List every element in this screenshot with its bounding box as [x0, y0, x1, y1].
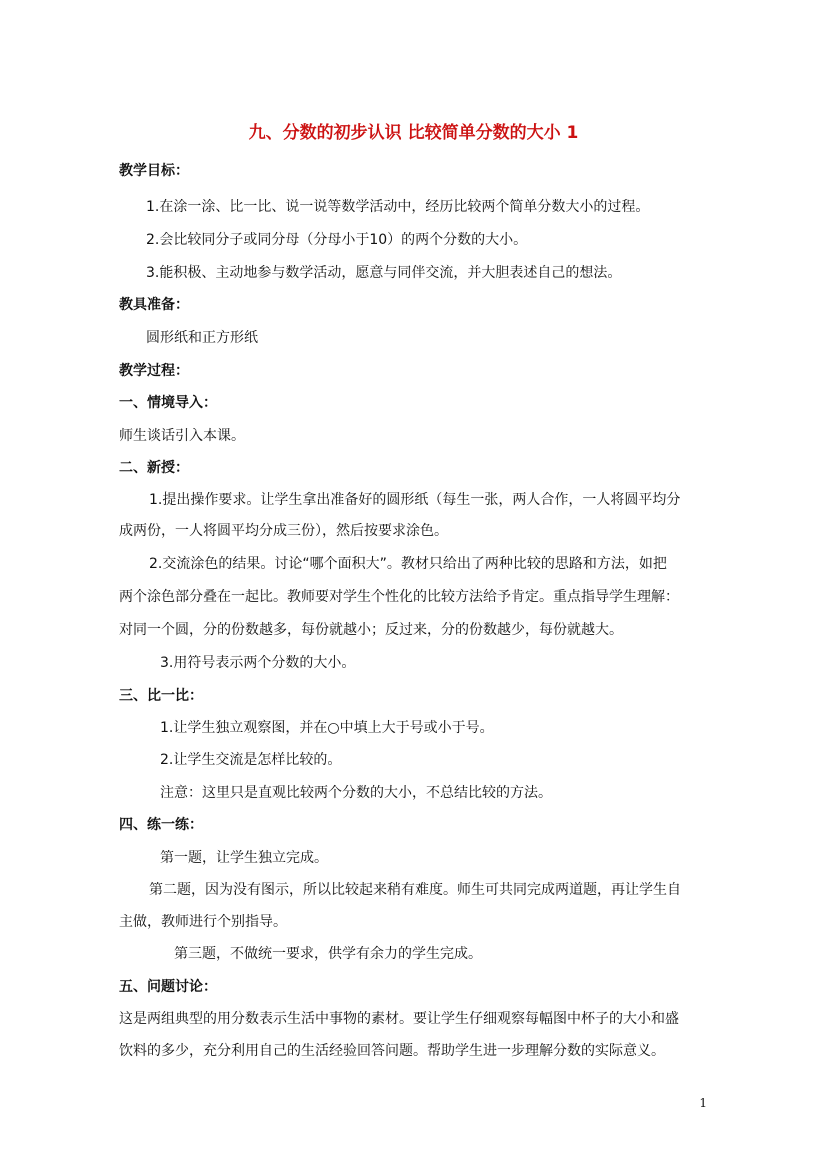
- section-4-first: 第一题，让学生独立完成。: [160, 850, 328, 866]
- goal-item-2: 2.会比较同分子或同分母（分母小于10）的两个分数的大小。: [146, 232, 528, 248]
- section-5-heading: 五、问题讨论：: [119, 979, 217, 995]
- section-2-p2-line1: 2.交流涂色的结果。讨论“哪个面积大”。教材只给出了两种比较的思路和方法，如把: [149, 556, 667, 572]
- section-1-heading: 一、情境导入：: [119, 395, 217, 411]
- section-2-p3: 3.用符号表示两个分数的大小。: [160, 655, 356, 671]
- section-4-second-line1: 第二题，因为没有图示，所以比较起来稍有难度。师生可共同完成两道题，再让学生自: [149, 882, 681, 898]
- tools-text: 圆形纸和正方形纸: [146, 330, 258, 346]
- process-heading: 教学过程：: [119, 363, 189, 379]
- section-4-third: 第三题，不做统一要求，供学有余力的学生完成。: [174, 946, 482, 962]
- section-2-p2-line3: 对同一个圆，分的份数越多，每份就越小；反过来，分的份数越少，每份就越大。: [119, 622, 623, 638]
- section-3-heading: 三、比一比：: [119, 688, 203, 704]
- section-1-text: 师生谈话引入本课。: [119, 428, 245, 444]
- section-2-p1-line1: 1.提出操作要求。让学生拿出准备好的圆形纸（每生一张，两人合作，一人将圆平均分: [149, 492, 681, 508]
- section-3-item-2: 2.让学生交流是怎样比较的。: [160, 752, 342, 768]
- section-2-p2-line2: 两个涂色部分叠在一起比。教师要对学生个性化的比较方法给予肯定。重点指导学生理解：: [119, 589, 679, 605]
- goal-item-1: 1.在涂一涂、比一比、说一说等数学活动中，经历比较两个简单分数大小的过程。: [146, 199, 650, 215]
- section-2-p1-line2: 成两份，一人将圆平均分成三份），然后按要求涂色。: [119, 523, 448, 539]
- section-5-line2: 饮料的多少，充分利用自己的生活经验回答问题。帮助学生进一步理解分数的实际意义。: [119, 1043, 665, 1059]
- section-2-heading: 二、新授：: [119, 460, 189, 476]
- tools-heading: 教具准备：: [119, 297, 189, 313]
- page-number: 1: [699, 1096, 707, 1110]
- section-3-note: 注意：这里只是直观比较两个分数的大小，不总结比较的方法。: [160, 785, 552, 801]
- section-3-item-1: 1.让学生独立观察图，并在○中填上大于号或小于号。: [160, 720, 494, 736]
- document-title: 九、分数的初步认识 比较简单分数的大小 1: [248, 123, 579, 143]
- section-4-second-line2: 主做，教师进行个别指导。: [119, 914, 287, 930]
- goal-item-3: 3.能积极、主动地参与数学活动，愿意与同伴交流，并大胆表述自己的想法。: [146, 265, 622, 281]
- goals-heading: 教学目标：: [119, 163, 189, 179]
- section-4-heading: 四、练一练：: [119, 817, 203, 833]
- section-5-line1: 这是两组典型的用分数表示生活中事物的素材。要让学生仔细观察每幅图中杯子的大小和盛: [119, 1011, 679, 1027]
